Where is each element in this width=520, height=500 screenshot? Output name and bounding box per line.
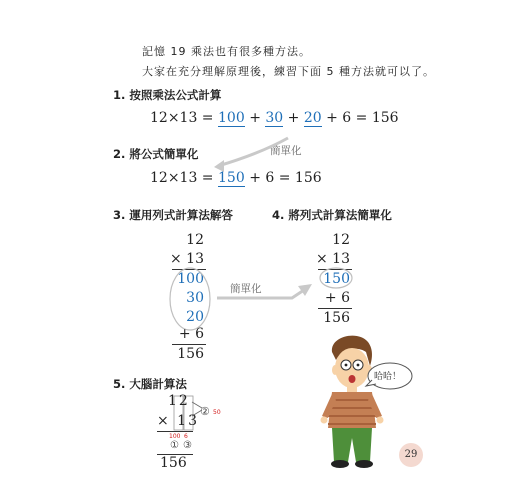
section-2-arrow [200, 130, 300, 175]
s5-result-156: 156 [160, 455, 187, 471]
section-4-title: 4. 將列式計算法簡單化 [272, 208, 392, 222]
s3-row-20: 20 [186, 309, 204, 325]
s3-bracket-oval [168, 266, 214, 332]
s3-row-100: 100 [177, 271, 204, 287]
eq1-rest: + 6 = 156 [326, 110, 399, 126]
section-1-equation [150, 110, 399, 126]
section-2-equation [150, 170, 322, 186]
s5-circle-2: ② [200, 405, 210, 418]
page-number: 29 [404, 449, 418, 460]
s5-rule-1 [157, 431, 193, 432]
eq1-term-100: 100 [218, 110, 245, 126]
s5-red-100: 100 [169, 433, 181, 440]
eq1-plus-1: + [249, 110, 261, 126]
s3-row-30: 30 [186, 290, 204, 306]
s4-row-plus6: + 6 [324, 290, 350, 306]
eq1-plus-2: + [287, 110, 300, 126]
s5-circle-1: ① [170, 440, 179, 451]
s3-row-156: 156 [177, 346, 204, 362]
s3-row-plus6: + 6 [178, 326, 204, 342]
s5-circle-3: ③ [183, 440, 192, 451]
eq2-lhs: 12×13 = [150, 170, 214, 186]
section-2-arrow-label: 簡單化 [270, 145, 302, 157]
s5-mid-x13: × 13 [157, 413, 199, 429]
s3-row-x13: × 13 [170, 251, 204, 267]
s4-row-12: 12 [332, 232, 350, 248]
s4-row-x13: × 13 [316, 251, 350, 267]
section-5-title: 5. 大腦計算法 [113, 377, 187, 391]
s5-top-12: 12 [168, 393, 190, 409]
s4-bracket-oval [318, 266, 354, 290]
s5-red-50: 50 [213, 409, 221, 416]
section-3-arrow [212, 270, 317, 310]
intro-line-1: 記憶 19 乘法也有很多種方法。 [142, 45, 311, 58]
s4-rule-2 [318, 308, 352, 309]
s4-row-156: 156 [323, 310, 350, 326]
s4-row-150: 150 [323, 271, 350, 287]
eq1-term-20: 20 [303, 110, 322, 126]
cartoon-boy-illustration [318, 330, 388, 470]
section-3-arrow-label: 簡單化 [230, 283, 262, 295]
eq2-rest: + 6 = 156 [249, 170, 322, 186]
section-3-title: 3. 運用列式計算法解答 [113, 208, 233, 222]
eq1-lhs: 12×13 = [150, 110, 214, 126]
eq1-term-30: 30 [265, 110, 284, 126]
s3-rule-2 [172, 344, 206, 345]
section-2-title: 2. 將公式簡單化 [113, 147, 199, 161]
section-1-title: 1. 按照乘法公式計算 [113, 88, 222, 102]
s3-row-12: 12 [186, 232, 204, 248]
intro-line-2: 大家在充分理解原理後，練習下面 5 種方法就可以了。 [142, 65, 435, 78]
speech-bubble-text: 哈哈！ [374, 372, 402, 382]
s5-red-6: 6 [184, 433, 188, 440]
eq2-term-150: 150 [218, 170, 245, 186]
